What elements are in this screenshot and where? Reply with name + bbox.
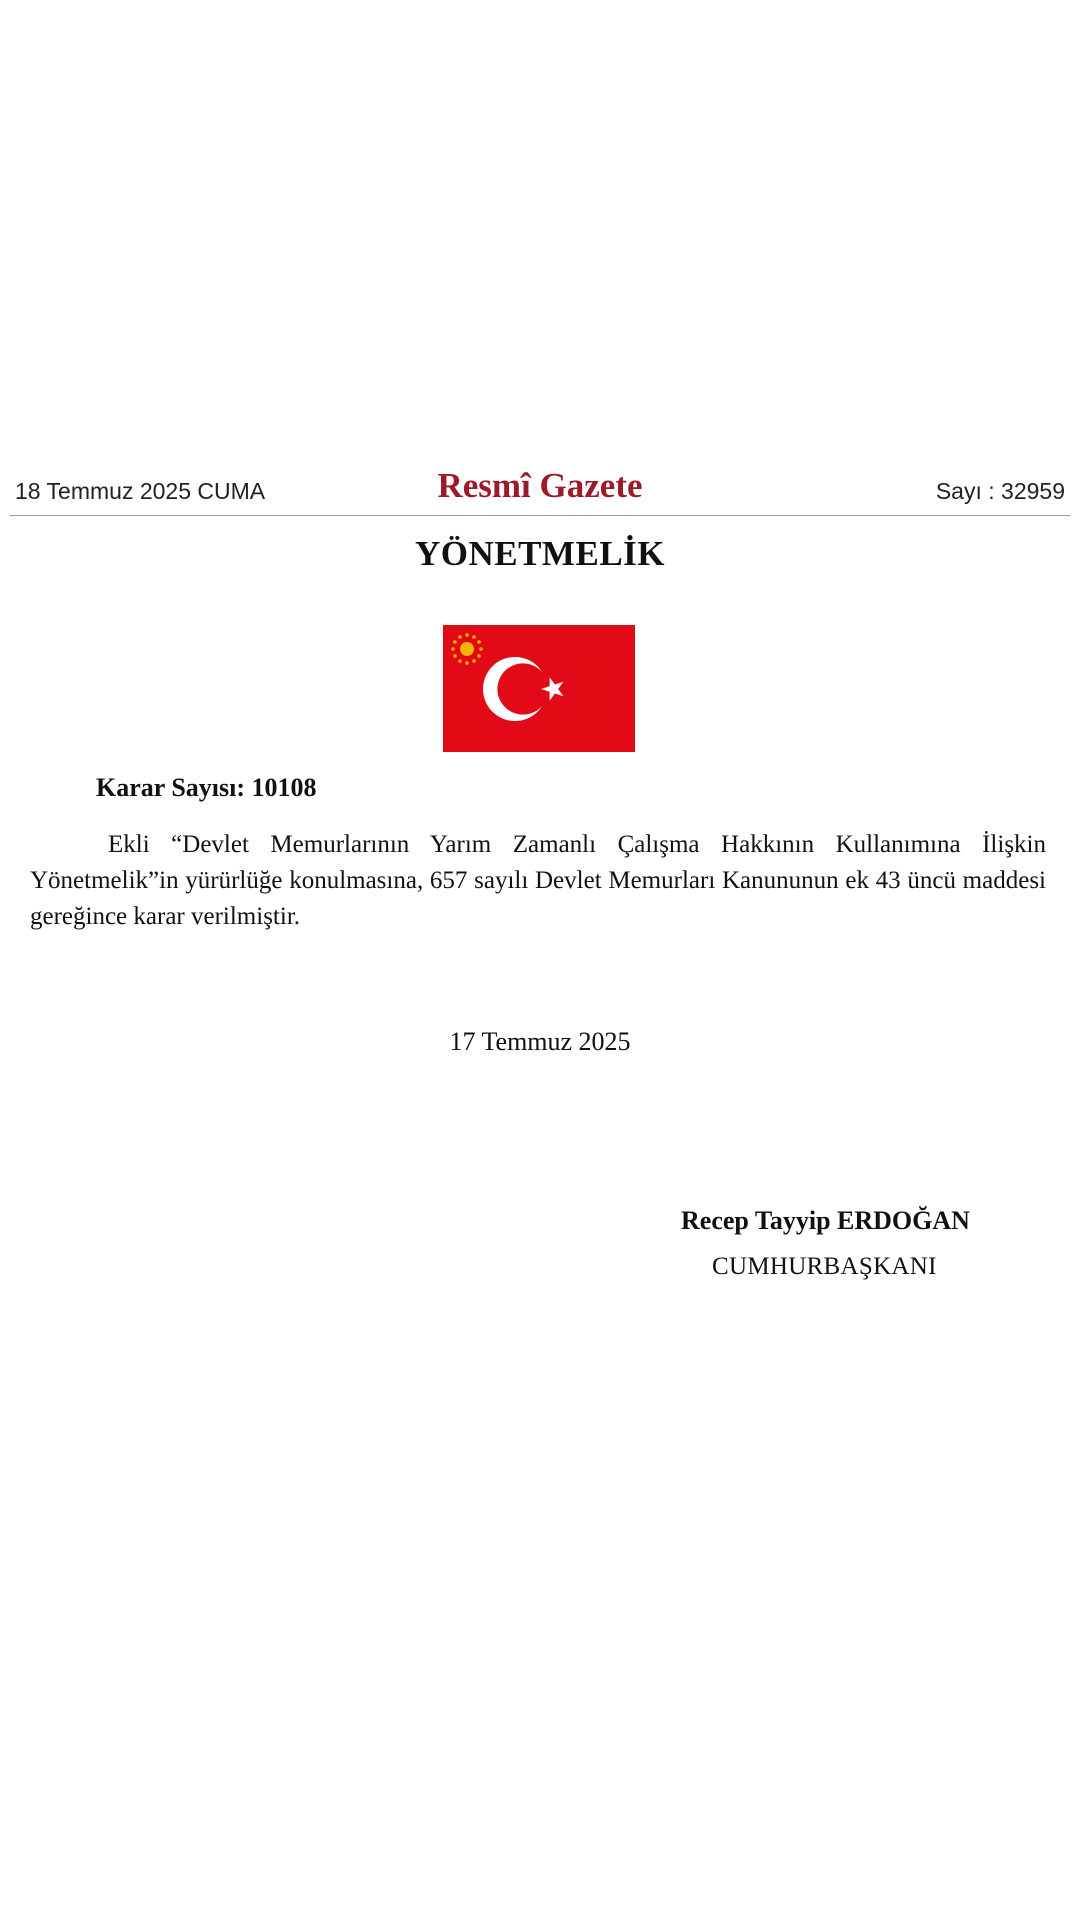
decision-number: Karar Sayısı: 10108 xyxy=(96,773,317,802)
section-title: YÖNETMELİK xyxy=(414,534,666,573)
signer-name: Recep Tayyip ERDOĞAN xyxy=(681,1206,970,1235)
decision-body: Ekli “Devlet Memurlarının Yarım Zamanlı Çalışma Hakkının Kullanımına İlişkin Yönetmelik”in yürürlüğe konulmasına, 657 sayılı Devlet Memurları Kanununun ek 43 üncü maddesi gereğince karar verilmiştir. xyxy=(30,831,1046,930)
signer-title: CUMHURBAŞKANI xyxy=(712,1253,937,1280)
gazette-title: Resmî Gazete xyxy=(437,466,643,505)
presidential-flag-icon xyxy=(443,625,635,752)
issue-date: 18 Temmuz 2025 CUMA xyxy=(15,478,266,504)
crescent-inner xyxy=(497,663,548,714)
decision-date: 17 Temmuz 2025 xyxy=(449,1027,631,1056)
gazette-header xyxy=(10,466,1070,516)
issue-number: Sayı : 32959 xyxy=(935,478,1065,504)
header-divider xyxy=(10,515,1070,516)
